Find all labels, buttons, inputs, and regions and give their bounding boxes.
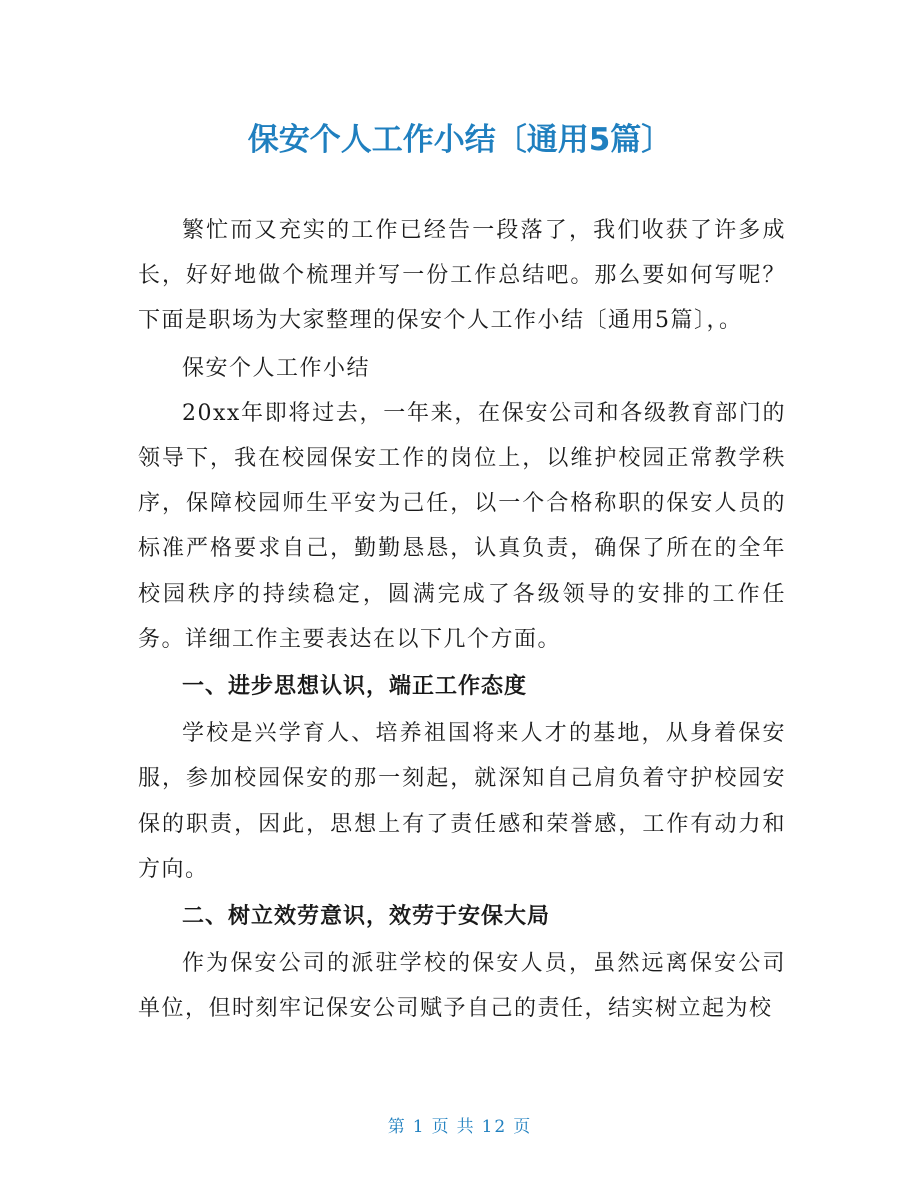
intro-paragraph: 繁忙而又充实的工作已经告一段落了，我们收获了许多成长，好好地做个梳理并写一份工作总结吧。那么要如何写呢？下面是职场为大家整理的保安个人工作小结〔通用5篇〕，。 [138,218,786,334]
footer-current-page: 1 [412,1117,426,1137]
footer-label-total: 共 [456,1117,476,1137]
document-title: 保安个人工作小结〔通用5篇〕 [247,122,673,158]
footer-label-ye2: 页 [513,1117,533,1137]
footer-label-ye: 页 [431,1117,451,1137]
page-footer [0,1112,920,1137]
footer-total-pages: 12 [481,1117,508,1137]
body-paragraph: 学校是兴学育人、培养祖国将来人才的基地，从身着保安服，参加校园保安的那一刻起，就深知自己肩负着守护校园安保的职责，因此，思想上有了责任感和荣誉感，工作有动力和方向。 [138,721,786,882]
footer-label-page: 第 [387,1117,407,1137]
section-heading: 二、树立效劳意识，效劳于安保大局 [182,904,551,930]
section-subtitle: 保安个人工作小结 [182,355,371,381]
document-body [138,208,786,1032]
body-paragraph: 20xx年即将过去，一年来，在保安公司和各级教育部门的领导下，我在校园保安工作的岗位上，以维护校园正常教学秩序，保障校园师生平安为己任，以一个合格称职的保安人员的标准严格要求自己，勤勤恳恳，认真负责，确保了所在的全年校园秩序的持续稳定，圆满完成了各级领导的安排的工作任务。详细工作主要表达在以下几个方面。 [138,400,786,652]
section-heading: 一、进步思想认识，端正工作态度 [182,674,528,700]
body-paragraph: 作为保安公司的派驻学校的保安人员，虽然远离保安公司单位，但时刻牢记保安公司赋予自己的责任，结实树立起为校 [138,951,786,1022]
